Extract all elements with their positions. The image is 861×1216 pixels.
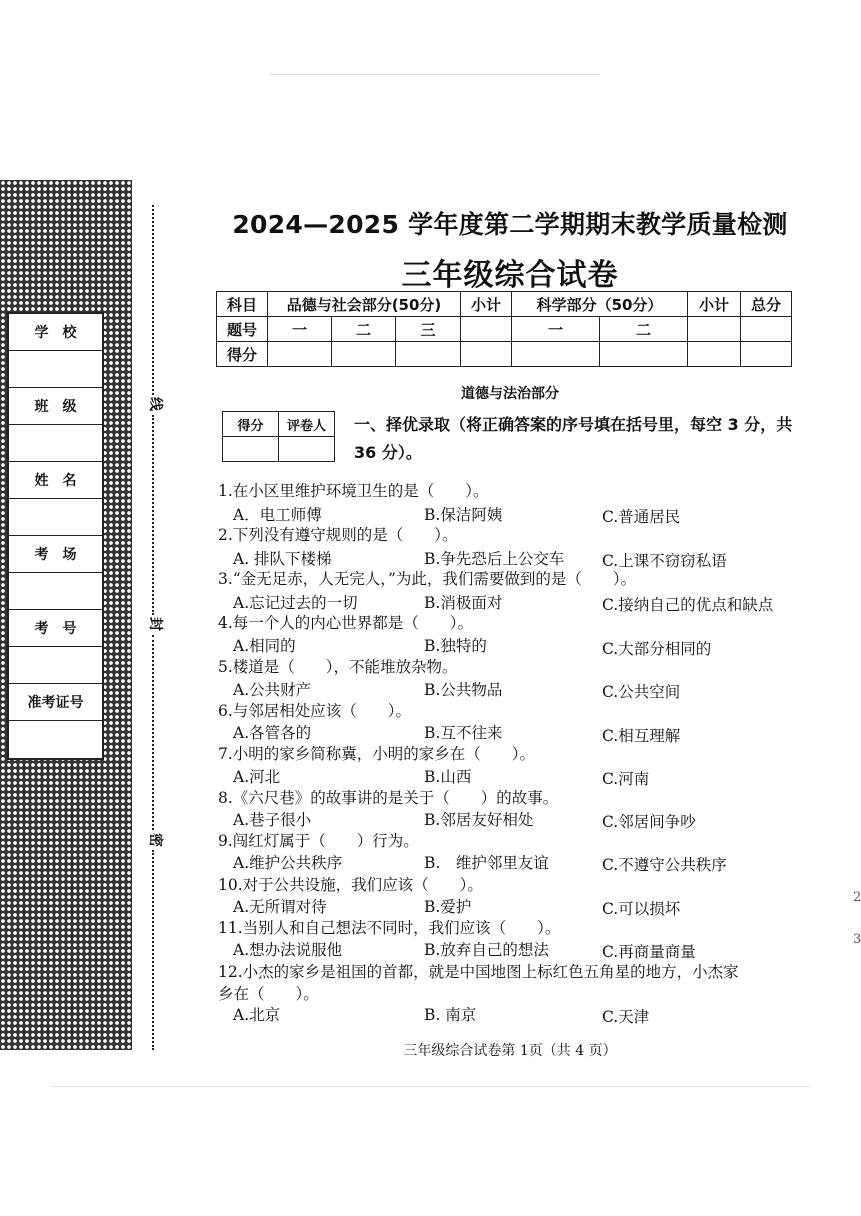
- option-c[interactable]: C.公共空间: [602, 683, 681, 701]
- seal-line: [152, 850, 154, 1050]
- option-b[interactable]: B.公共物品: [424, 681, 503, 699]
- score-table: [216, 291, 792, 367]
- question-stem: 2.下列没有遵守规则的是（ ）。: [218, 526, 458, 544]
- cell-question-number-label: 题号: [217, 317, 268, 342]
- exam-title: 2024—2025 学年度第二学期期末教学质量检测: [232, 210, 788, 239]
- option-a[interactable]: A.河北: [233, 768, 281, 786]
- option-a[interactable]: A.公共财产: [233, 681, 312, 699]
- grader-box: [222, 411, 335, 462]
- score-table-score-row: [217, 342, 792, 367]
- cell-blank: [741, 317, 792, 342]
- grader-reviewer-label: 评卷人: [279, 412, 335, 437]
- score-input[interactable]: [461, 342, 512, 367]
- option-b[interactable]: B.爱护: [424, 898, 472, 916]
- option-c[interactable]: C.再商量商量: [602, 943, 696, 961]
- cell-subject: 科目: [217, 292, 268, 317]
- grader-score-field[interactable]: [223, 437, 279, 462]
- cell-score-label: 得分: [217, 342, 268, 367]
- cell-moral-part: 品德与社会部分(50分): [268, 292, 461, 317]
- option-c[interactable]: C.普通居民: [602, 508, 681, 526]
- score-table-header-row: [217, 292, 792, 317]
- option-a[interactable]: A.维护公共秩序: [233, 854, 343, 872]
- question-stem: 6.与邻居相处应该（ ）。: [218, 702, 412, 720]
- cell-sci-q1: 一: [512, 317, 600, 342]
- option-a[interactable]: A. 排队下楼梯: [233, 550, 332, 568]
- score-input[interactable]: [332, 342, 396, 367]
- edge-mark: 2: [853, 890, 861, 905]
- seal-line: [152, 635, 154, 830]
- question-stem: 4.每一个人的内心世界都是（ ）。: [218, 614, 474, 632]
- cell-subtotal: 小计: [461, 292, 512, 317]
- question-stem: 5.楼道是（ ），不能堆放杂物。: [218, 658, 458, 676]
- option-a[interactable]: A.相同的: [233, 637, 296, 655]
- info-field-room[interactable]: [9, 573, 102, 610]
- info-label-ticket: 准考证号: [9, 684, 102, 721]
- score-input[interactable]: [688, 342, 741, 367]
- option-c[interactable]: C.相互理解: [602, 727, 681, 745]
- student-info-box: [7, 312, 104, 760]
- question-stem: 8.《六尺巷》的故事讲的是关于（ ）的故事。: [218, 789, 559, 807]
- exam-subtitle: 三年级综合试卷: [401, 258, 619, 293]
- cell-subtotal: 小计: [688, 292, 741, 317]
- cell-sci-q2: 二: [600, 317, 688, 342]
- option-a[interactable]: A．电工师傅: [233, 506, 322, 524]
- option-b[interactable]: B. 南京: [424, 1006, 477, 1024]
- option-c[interactable]: C.接纳自己的优点和缺点: [602, 596, 774, 614]
- question-stem: 10.对于公共设施，我们应该（ ）。: [218, 876, 483, 894]
- binding-mark-mi: 密: [147, 833, 163, 847]
- option-b[interactable]: B.邻居友好相处: [424, 811, 534, 829]
- question-stem: 12.小杰的家乡是祖国的首都，就是中国地图上标红色五角星的地方，小杰家: [218, 963, 739, 981]
- binding-mark-feng: 封: [147, 617, 163, 631]
- section-title: 道德与法治部分: [461, 386, 559, 402]
- cell-q2: 二: [332, 317, 396, 342]
- info-label-school: 学 校: [9, 314, 102, 351]
- question-stem: 7.小明的家乡简称冀，小明的家乡在（ ）。: [218, 745, 536, 763]
- question-stem: 1.在小区里维护环境卫生的是（ ）。: [218, 482, 489, 500]
- score-table-question-row: [217, 317, 792, 342]
- page-footer: 三年级综合试卷第 1页（共 4 页）: [403, 1043, 617, 1059]
- grader-reviewer-field[interactable]: [279, 437, 335, 462]
- edge-mark: 3: [853, 932, 861, 947]
- cell-blank: [688, 317, 741, 342]
- cell-blank: [461, 317, 512, 342]
- option-a[interactable]: A.想办法说服他: [233, 941, 343, 959]
- question-section-heading: 一、择优录取（将正确答案的序号填在括号里，每空 3 分，共 36 分）。: [354, 415, 793, 462]
- scan-edge-line: [50, 1086, 810, 1087]
- binding-mark-xian: 线: [147, 397, 163, 411]
- option-a[interactable]: A.各管各的: [233, 724, 312, 742]
- option-c[interactable]: C.天津: [602, 1008, 650, 1026]
- info-label-name: 姓 名: [9, 462, 102, 499]
- seal-line: [152, 415, 154, 615]
- cell-q1: 一: [268, 317, 332, 342]
- grader-score-label: 得分: [223, 412, 279, 437]
- seal-line: [152, 205, 154, 395]
- cell-science-part: 科学部分（50分）: [512, 292, 688, 317]
- option-b[interactable]: B.消极面对: [424, 594, 503, 612]
- scan-edge-line: [270, 74, 600, 75]
- score-input[interactable]: [512, 342, 600, 367]
- info-label-room: 考 场: [9, 536, 102, 573]
- option-b[interactable]: B.山西: [424, 768, 472, 786]
- info-field-ticket[interactable]: [9, 721, 102, 758]
- option-a[interactable]: A.忘记过去的一切: [233, 594, 358, 612]
- info-field-school[interactable]: [9, 351, 102, 388]
- info-field-class[interactable]: [9, 425, 102, 462]
- option-b[interactable]: B.争先恐后上公交车: [424, 550, 565, 568]
- option-c[interactable]: C.邻居间争吵: [602, 813, 696, 831]
- option-b[interactable]: B.放弃自己的想法: [424, 941, 549, 959]
- option-a[interactable]: A.无所谓对待: [233, 898, 327, 916]
- cell-q3: 三: [396, 317, 461, 342]
- question-stem: 3.“金无足赤，人无完人，”为此，我们需要做到的是（ ）。: [218, 570, 637, 588]
- option-c[interactable]: C.可以损坏: [602, 900, 681, 918]
- info-field-name[interactable]: [9, 499, 102, 536]
- option-b[interactable]: B.保洁阿姨: [424, 506, 503, 524]
- cell-total: 总分: [741, 292, 792, 317]
- option-a[interactable]: A.北京: [233, 1006, 281, 1024]
- score-input[interactable]: [396, 342, 461, 367]
- option-c[interactable]: C.河南: [602, 770, 650, 788]
- option-b[interactable]: B. 维护邻里友谊: [424, 854, 549, 872]
- score-input[interactable]: [741, 342, 792, 367]
- score-input[interactable]: [600, 342, 688, 367]
- option-b[interactable]: B.互不往来: [424, 724, 503, 742]
- info-label-class: 班 级: [9, 388, 102, 425]
- option-b[interactable]: B.独特的: [424, 637, 487, 655]
- score-input[interactable]: [268, 342, 332, 367]
- option-c[interactable]: C.不遵守公共秩序: [602, 856, 727, 874]
- option-a[interactable]: A.巷子很小: [233, 811, 312, 829]
- info-label-seat: 考 号: [9, 610, 102, 647]
- option-c[interactable]: C.上课不窃窃私语: [602, 552, 727, 570]
- question-stem: 9.闯红灯属于（ ）行为。: [218, 832, 419, 850]
- option-c[interactable]: C.大部分相同的: [602, 640, 712, 658]
- question-stem-continued: 乡在（ ）。: [218, 985, 319, 1003]
- question-stem: 11.当别人和自己想法不同时，我们应该（ ）。: [218, 919, 561, 937]
- info-field-seat[interactable]: [9, 647, 102, 684]
